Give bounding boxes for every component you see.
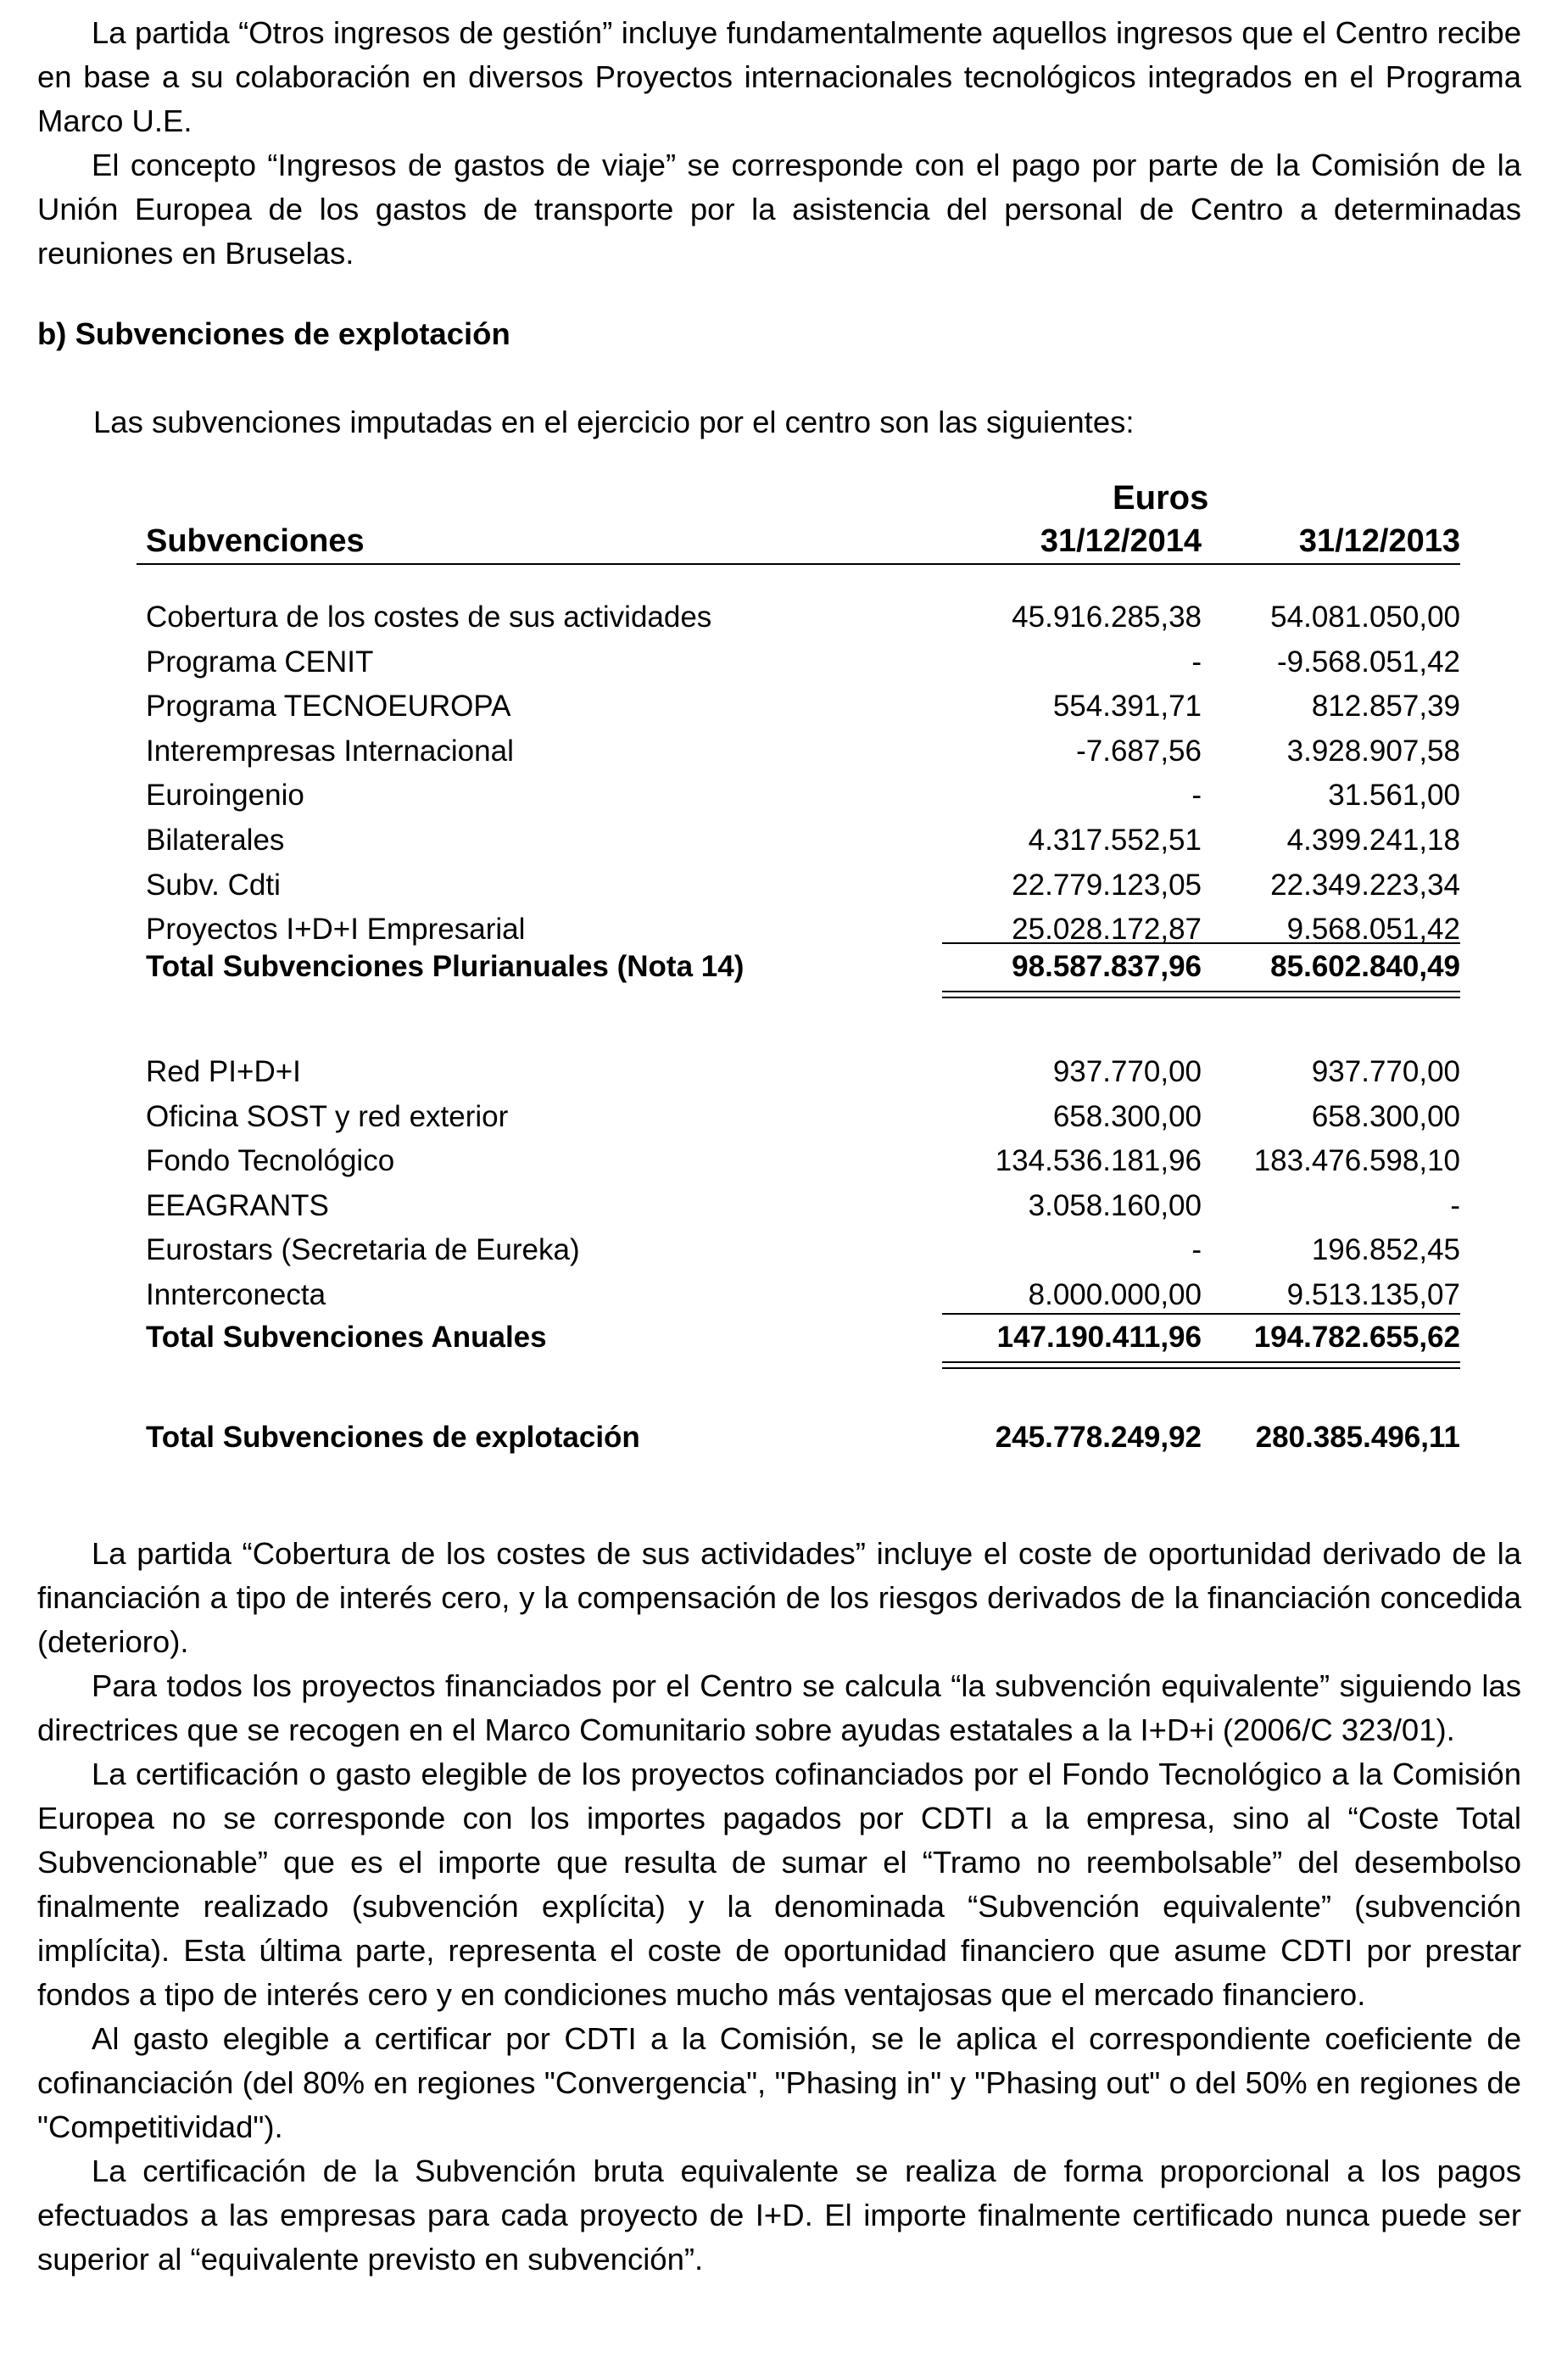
value-2013: 85.602.840,49 xyxy=(1270,950,1460,983)
row-label: Subv. Cdti xyxy=(146,868,281,902)
value-2014: 245.778.249,92 xyxy=(995,1421,1202,1454)
value-2013: 196.852,45 xyxy=(1311,1233,1460,1267)
paragraph-certificacion: La certificación o gasto elegible de los proyectos cofinanciados por el Fondo Tecnológico a la Comisión Europea no se corresponde con los importes pagados por CDTI a la empresa, sino al “Coste Total Subvencionable” que es el importe que resulta de sumar el “Tramo no reembolsable” del desembolso finalmente realizado (subvención explícita) y la denominada “Subvención equivalente” (subvención implícita). Esta última parte, representa el coste de oportunidad financiero que asume CDTI por prestar fondos a tipo de interés cero y en condiciones mucho más ventajosas que el mercado financiero. xyxy=(37,1757,1521,2012)
value-2013: 54.081.050,00 xyxy=(1270,601,1460,634)
row-label: Eurostars (Secretaria de Eureka) xyxy=(146,1233,580,1267)
value-2014: 554.391,71 xyxy=(1052,690,1202,723)
value-2013: 937.770,00 xyxy=(1311,1055,1460,1088)
table-row xyxy=(37,1277,1462,1314)
row-label: EEAGRANTS xyxy=(146,1188,329,1222)
value-2013: 4.399.241,18 xyxy=(1286,824,1460,857)
row-label: Bilaterales xyxy=(146,824,285,857)
value-2014: 8.000.000,00 xyxy=(1028,1278,1202,1311)
value-2013: 183.476.598,10 xyxy=(1253,1144,1460,1178)
table-row xyxy=(37,822,1462,859)
value-2013: - xyxy=(1450,1188,1460,1222)
double-rule-2a xyxy=(942,1361,1460,1363)
row-label: Innterconecta xyxy=(146,1278,326,1311)
subtotal-rule-2 xyxy=(942,1313,1460,1315)
value-2014: - xyxy=(1191,779,1202,813)
grand-total-row xyxy=(37,1419,1462,1456)
row-label: Fondo Tecnológico xyxy=(146,1144,395,1178)
value-2014: 4.317.552,51 xyxy=(1028,824,1202,857)
col-label-header: Subvenciones xyxy=(146,523,365,559)
table-row xyxy=(37,867,1462,904)
double-rule-1b xyxy=(942,997,1460,998)
row-label: Euroingenio xyxy=(146,779,304,813)
value-2014: -7.687,56 xyxy=(1076,734,1202,768)
row-label: Proyectos I+D+I Empresarial xyxy=(146,913,526,947)
subtotal-rule-1 xyxy=(942,942,1460,944)
table-row xyxy=(37,1143,1462,1180)
value-2014: 658.300,00 xyxy=(1052,1099,1202,1133)
table-intro: Las subvenciones imputadas en el ejercicio por el centro son las siguientes: xyxy=(93,405,1135,439)
grand-total-label: Total Subvenciones de explotación xyxy=(146,1421,640,1454)
total-label: Total Subvenciones Anuales xyxy=(146,1321,547,1354)
table-row xyxy=(37,599,1462,636)
value-2013: 31.561,00 xyxy=(1328,779,1460,813)
value-2013: 658.300,00 xyxy=(1311,1099,1460,1133)
paragraph-gastos-viaje: El concepto “Ingresos de gastos de viaje” se corresponde con el pago por parte de la Comisión de la Unión Europea de los gastos de transporte por la asistencia del personal de Centro a determinadas reuniones en Bruselas. xyxy=(37,148,1521,271)
value-2013: 3.928.907,58 xyxy=(1286,734,1460,768)
row-label: Oficina SOST y red exterior xyxy=(146,1099,509,1133)
paragraph-otros-ingresos: La partida “Otros ingresos de gestión” incluye fundamentalmente aquellos ingresos que el Centro recibe en base a su colaboración en diversos Proyectos internacionales tecnológicos integrados en el Programa Marco U.E. xyxy=(37,15,1521,138)
table-row xyxy=(37,777,1462,814)
table-row xyxy=(37,1232,1462,1269)
value-2014: 937.770,00 xyxy=(1052,1055,1202,1088)
table-row xyxy=(37,1187,1462,1225)
total-anuales-row xyxy=(37,1319,1462,1356)
currency-header: Euros xyxy=(1113,479,1209,517)
value-2013: 9.568.051,42 xyxy=(1286,913,1460,947)
paragraph-subvencion-equivalente: Para todos los proyectos financiados por el Centro se calcula “la subvención equivalente” siguiendo las directrices que se recogen en el Marco Comunitario sobre ayudas estatales a la I+D+i (2006/C 323/01). xyxy=(37,1668,1521,1747)
col-header-2014: 31/12/2014 xyxy=(1040,523,1202,559)
double-rule-2b xyxy=(942,1367,1460,1369)
paragraph-cofinanciacion: Al gasto elegible a certificar por CDTI a la Comisión, se le aplica el correspondiente coeficiente de cofinanciación (del 80% en regiones "Convergencia", "Phasing in" y "Phasing out" o del 50% en regiones de "Competitividad"). xyxy=(37,2021,1521,2144)
row-label: Red PI+D+I xyxy=(146,1055,301,1088)
total-label: Total Subvenciones Plurianuales (Nota 14) xyxy=(146,950,745,983)
value-2014: 98.587.837,96 xyxy=(1012,950,1202,983)
value-2014: 25.028.172,87 xyxy=(1012,913,1202,947)
value-2013: 812.857,39 xyxy=(1311,690,1460,723)
value-2014: 147.190.411,96 xyxy=(996,1321,1202,1354)
value-2014: - xyxy=(1191,645,1202,679)
paragraph-cobertura: La partida “Cobertura de los costes de sus actividades” incluye el coste de oportunidad derivado de la financiación a tipo de interés cero, y la compensación de los riesgos derivados de la financiación concedida (deterioro). xyxy=(37,1536,1521,1659)
table-row xyxy=(37,688,1462,725)
table-row xyxy=(37,1053,1462,1091)
total-plurianuales-row xyxy=(37,948,1462,986)
header-rule xyxy=(137,563,1460,565)
table-row xyxy=(37,733,1462,770)
value-2014: 22.779.123,05 xyxy=(1012,868,1202,902)
value-2013: 280.385.496,11 xyxy=(1255,1421,1460,1454)
table-row xyxy=(37,1098,1462,1136)
row-label: Cobertura de los costes de sus actividades xyxy=(146,601,712,634)
row-label: Programa CENIT xyxy=(146,645,374,679)
paragraph-certificacion-bruta: La certificación de la Subvención bruta equivalente se realiza de forma proporcional a los pagos efectuados a las empresas para cada proyecto de I+D. El importe finalmente certificado nunca puede ser superior al “equivalente previsto en subvención”. xyxy=(37,2154,1521,2277)
table-row xyxy=(37,644,1462,681)
double-rule-1a xyxy=(942,991,1460,992)
value-2013: 22.349.223,34 xyxy=(1270,868,1460,902)
col-header-2013: 31/12/2013 xyxy=(1298,523,1460,559)
value-2014: 45.916.285,38 xyxy=(1012,601,1202,634)
value-2014: 134.536.181,96 xyxy=(995,1144,1202,1178)
value-2014: 3.058.160,00 xyxy=(1028,1188,1202,1222)
row-label: Interempresas Internacional xyxy=(146,734,514,768)
value-2013: -9.568.051,42 xyxy=(1276,645,1460,679)
explanatory-paragraphs xyxy=(37,1532,1521,2282)
row-label: Programa TECNOEUROPA xyxy=(146,690,511,723)
value-2014: - xyxy=(1191,1233,1202,1267)
value-2013: 9.513.135,07 xyxy=(1286,1278,1460,1311)
value-2013: 194.782.655,62 xyxy=(1253,1321,1460,1354)
section-heading: b) Subvenciones de explotación xyxy=(37,316,510,351)
